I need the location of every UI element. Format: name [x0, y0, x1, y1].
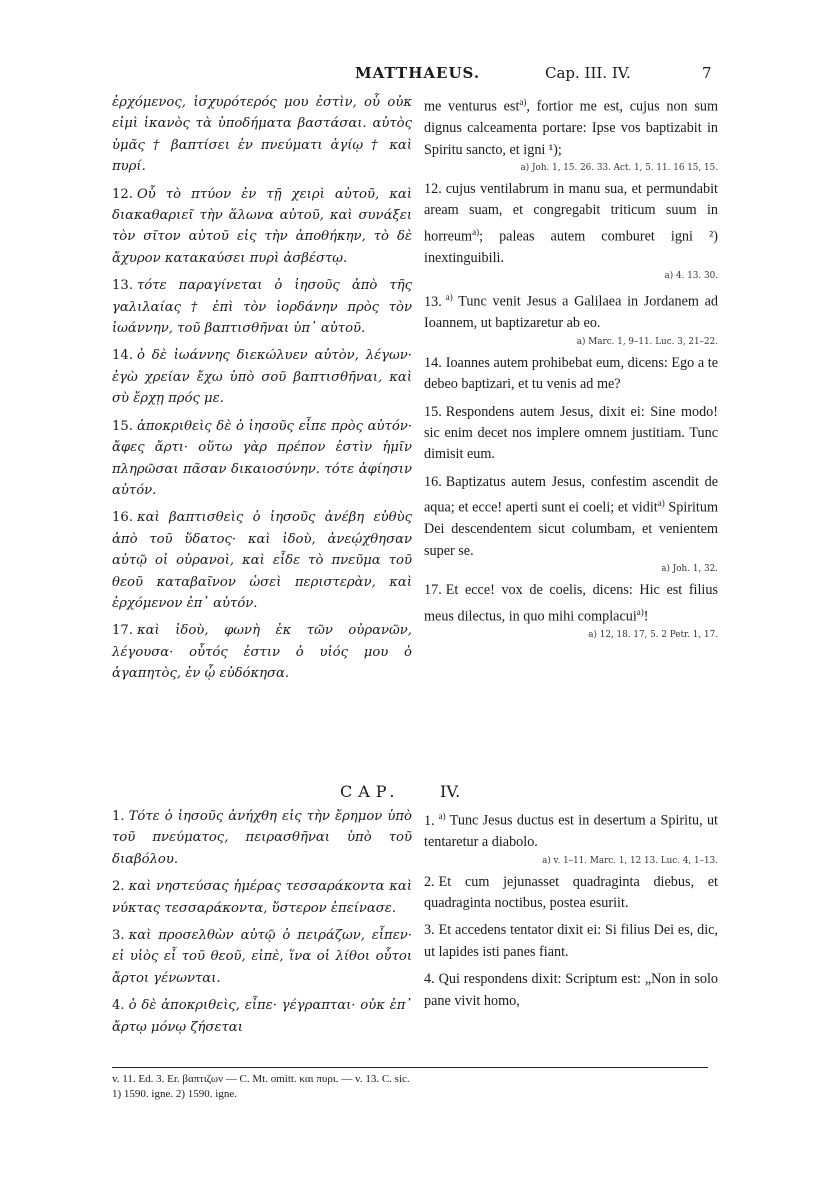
- verse-text: τότε παραγίνεται ὁ ἰησοῦς ἀπὸ τῆς γαλιλαίας † ἐπὶ τὸν ἰορδάνην πρὸς τὸν ἰωάννην, τοῦ βαπτισθῆναι ὑπ᾽ αὐτοῦ.: [112, 278, 412, 337]
- verse-text-continued: !: [643, 608, 649, 625]
- page-header: [0, 64, 840, 88]
- footnote-marker: a): [445, 292, 453, 303]
- verse-text: ὁ δὲ ἰωάννης διεκώλυεν αὐτὸν, λέγων· ἐγὼ χρείαν ἔχω ὑπὸ σοῦ βαπτισθῆναι, καὶ σὺ ἔρχῃ πρός με.: [112, 348, 412, 407]
- verse-text: ἐρχόμενος, ἰσχυρότερός μου ἐστὶν, οὗ οὐκ εἰμὶ ἱκανὸς τὰ ὑποδήματα βαστάσαι. αὐτὸς ὑμᾶς † βαπτίσει ἐν πνεύματι ἁγίῳ † καὶ πυρί.: [112, 95, 412, 175]
- greek-verse: [112, 345, 412, 409]
- verse-text: ἀποκριθεὶς δὲ ὁ ἰησοῦς εἶπε πρὸς αὐτόν· ἄφες ἄρτι· οὕτω γὰρ πρέπον ἐστὶν ἡμῖν πληρῶσαι πᾶσαν δικαιοσύνην. τότε ἀφίησιν αὐτόν.: [112, 418, 412, 498]
- greek-verse: [112, 925, 412, 989]
- greek-verse: [112, 92, 412, 178]
- verse-text: καὶ βαπτισθεὶς ὁ ἰησοῦς ἀνέβη εὐθὺς ἀπὸ τοῦ ὕδατος· καὶ ἰδοὺ, ἀνεῴχθησαν αὐτῷ οἱ οὐρανοὶ, καὶ εἶδε τὸ πνεῦμα τοῦ θεοῦ καταβαῖνον ὡσεὶ περιστερὰν, καὶ ἐρχόμενον ἐπ᾽ αὐτόν.: [112, 510, 412, 611]
- cross-reference: a) 12, 18. 17, 5. 2 Petr. 1, 17.: [588, 629, 718, 640]
- greek-verse: [112, 995, 412, 1038]
- latin-verse: [424, 806, 718, 854]
- verse-number: 15.: [424, 403, 442, 420]
- footnote-editions: 1) 1590. igne. 2) 1590. igne.: [112, 1088, 237, 1100]
- latin-verse: [424, 179, 718, 269]
- cross-reference: a) 4. 13. 30.: [664, 271, 718, 282]
- verse-text: Ioannes autem prohibebat eum, dicens: Ego a te debeo baptizari, et tu venis ad me?: [424, 354, 718, 393]
- verse-text: cujus ventilabrum in manu sua, et permundabit aream suam, et congregabit triticum suum in horreum: [424, 180, 718, 245]
- greek-verse: [112, 416, 412, 502]
- verse-number: 12.: [424, 180, 442, 197]
- footnote-marker: a): [636, 606, 644, 617]
- page-number: 7: [702, 64, 712, 82]
- verse-number: 15.: [112, 418, 133, 434]
- verse-text: Respondens autem Jesus, dixit ei: Sine modo! sic enim decet nos implere omnem justitiam. Tunc dimisit eum.: [424, 403, 718, 463]
- greek-verse: [112, 806, 412, 870]
- verse-text: Τότε ὁ ἰησοῦς ἀνήχθη εἰς τὴν ἔρημον ὑπὸ τοῦ πνεύματος, πειρασθῆναι ὑπὸ τοῦ διαβόλου.: [112, 809, 412, 867]
- verse-number: 16.: [112, 510, 133, 526]
- footnote-variant-readings: v. 11. Ed. 3. Er. βαπτιζων — C. Mt. omitt. και πυρι. — v. 13. C. sic.: [112, 1073, 410, 1085]
- verse-number: 13.: [424, 294, 442, 311]
- verse-text-continued: Spiritum Dei descendentem sicut columbam, et venientem super se.: [424, 500, 718, 559]
- footnote-marker: a): [472, 226, 480, 237]
- footnote-divider: [112, 1067, 708, 1068]
- verse-text: καὶ ἰδοὺ, φωνὴ ἐκ τῶν οὐρανῶν, λέγουσα· οὗτός ἐστιν ὁ υἱός μου ὁ ἀγαπητὸς, ἐν ᾧ εὐδόκησα.: [112, 623, 412, 682]
- verse-text-continued: Tunc venit Jesus a Galilaea in Jordanem ad Ioannem, ut baptizaretur ab eo.: [424, 294, 718, 332]
- verse-number: 1.: [112, 809, 125, 824]
- verse-number: 17.: [112, 623, 133, 639]
- greek-verse: [112, 184, 412, 270]
- verse-text: Et cum jejunasset quadraginta diebus, et quadraginta noctibus, postea esuriit.: [424, 873, 718, 911]
- latin-verse: [424, 353, 718, 396]
- verse-text: Qui respondens dixit: Scriptum est: „Non in solo pane vivit homo,: [424, 971, 718, 1009]
- latin-verse: [424, 580, 718, 628]
- verse-number: 2.: [112, 879, 125, 895]
- footnote-marker: a): [657, 498, 665, 509]
- chapter-heading-label: CAP.: [340, 782, 401, 801]
- greek-text-column: [112, 92, 412, 691]
- greek-text-column-chapter-4: [112, 806, 412, 1044]
- latin-verse: [424, 92, 718, 161]
- greek-verse: [112, 876, 412, 919]
- verse-number: 14.: [424, 354, 442, 371]
- verse-text: Baptizatus autem Jesus, confestim ascendit de aqua; et ecce! aperti sunt ei coeli; et vidit: [424, 473, 718, 517]
- verse-number: 12.: [112, 186, 133, 202]
- latin-verse: [424, 402, 718, 466]
- verse-text-continued: ; paleas autem comburet igni ²) inextinguibili.: [424, 228, 718, 266]
- footnote-marker: a): [438, 811, 446, 821]
- chapter-heading-number: IV.: [440, 782, 461, 801]
- verse-text: me venturus est: [424, 98, 520, 115]
- cross-reference: a) Joh. 1, 15. 26. 33. Act. 1, 5. 11. 16 15, 15.: [520, 162, 718, 173]
- latin-verse: [424, 872, 718, 915]
- verse-number: 4.: [112, 998, 125, 1014]
- latin-verse: [424, 472, 718, 562]
- greek-verse: [112, 620, 412, 684]
- verse-text: Οὗ τὸ πτύον ἐν τῇ χειρὶ αὐτοῦ, καὶ διακαθαριεῖ τὴν ἅλωνα αὐτοῦ, καὶ συνάξει τὸν σῖτον αὐτοῦ εἰς τὴν ἀποθήκην, τὸ δὲ ἄχυρον κατακαύσει πυρὶ ἀσβέστῳ.: [112, 186, 412, 266]
- verse-text: Et accedens tentator dixit ei: Si filius Dei es, dic, ut lapides isti panes fiant.: [424, 922, 718, 960]
- cross-reference: a) v. 1–11. Marc. 1, 12 13. Luc. 4, 1–13.: [542, 855, 718, 866]
- verse-number: 17.: [424, 582, 442, 599]
- verse-number: 4.: [424, 971, 435, 988]
- greek-verse: [112, 275, 412, 339]
- verse-text: ὁ δὲ ἀποκριθεὶς, εἶπε· γέγραπται· οὐκ ἐπ᾽ ἄρτῳ μόνῳ ζήσεται: [112, 998, 412, 1035]
- footnotes: [112, 1072, 712, 1102]
- verse-number: 3.: [424, 922, 435, 939]
- greek-verse: [112, 507, 412, 614]
- verse-number: 3.: [112, 928, 125, 944]
- verse-text: καὶ προσελθὼν αὐτῷ ὁ πειράζων, εἶπεν· εἰ υἱὸς εἶ τοῦ θεοῦ, εἰπὲ, ἵνα οἱ λίθοι οὗτοι ἄρτοι γένωνται.: [112, 928, 412, 986]
- chapter-reference: Cap. III. IV.: [545, 64, 631, 82]
- verse-number: 2.: [424, 873, 435, 890]
- latin-text-column: [424, 92, 718, 646]
- cross-reference: a) Joh. 1, 32.: [661, 564, 718, 575]
- verse-number: 16.: [424, 473, 442, 490]
- latin-verse: [424, 969, 718, 1012]
- verse-text: καὶ νηστεύσας ἡμέρας τεσσαράκοντα καὶ νύκτας τεσσαράκοντα, ὕστερον ἐπείνασε.: [112, 879, 412, 916]
- running-title: MATTHAEUS.: [355, 64, 481, 82]
- verse-text-continued: , fortior me est, cujus non sum dignus calceamenta portare: Ipse vos baptizabit in Spiritu sancto, et igni ¹);: [424, 98, 719, 158]
- cross-reference: a) Marc. 1, 9–11. Luc. 3, 21–22.: [576, 336, 718, 347]
- latin-verse: [424, 920, 718, 963]
- latin-verse: [424, 287, 718, 335]
- verse-number: 13.: [112, 278, 133, 294]
- verse-text-continued: Tunc Jesus ductus est in desertum a Spiritu, ut tentaretur a diabolo.: [424, 812, 718, 851]
- verse-number: 14.: [112, 348, 133, 364]
- latin-text-column-chapter-4: [424, 806, 718, 1018]
- verse-text: Et ecce! vox de coelis, dicens: Hic est filius meus dilectus, in quo mihi complacui: [424, 582, 718, 625]
- verse-number: 1.: [424, 812, 435, 829]
- footnote-marker: a): [519, 97, 527, 107]
